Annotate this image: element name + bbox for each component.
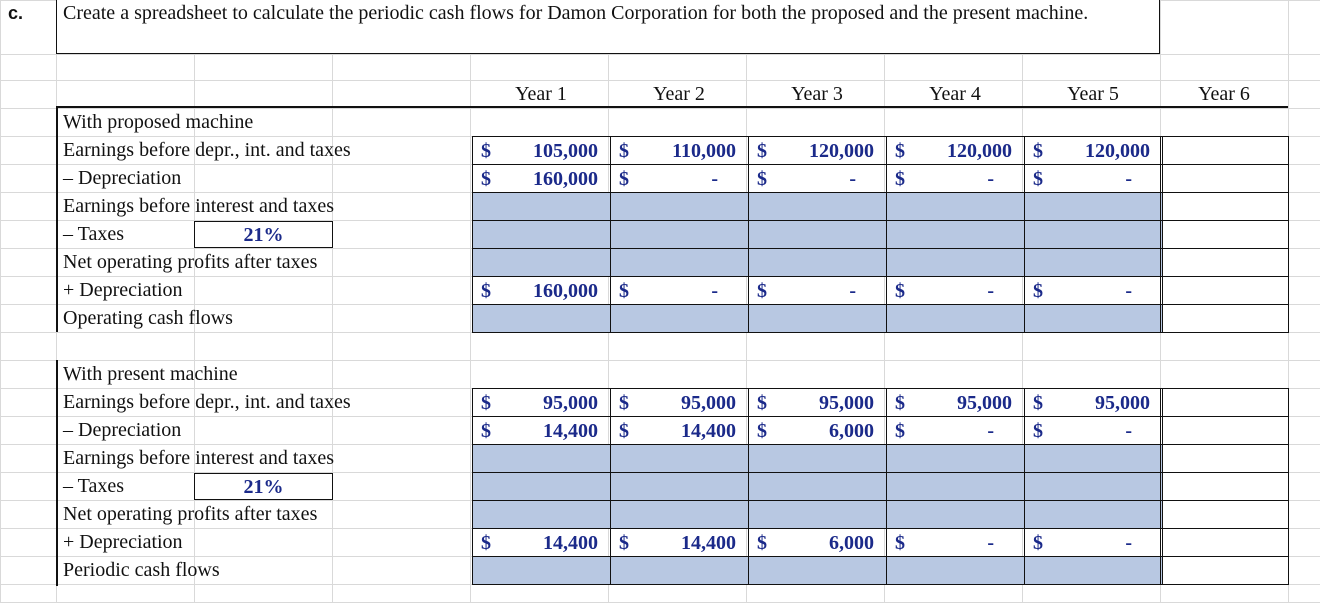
instruction-text: Create a spreadsheet to calculate the periodic cash flows for Damon Corporation for both the proposed and the present machine. bbox=[63, 2, 1089, 24]
currency-symbol: $ bbox=[619, 420, 629, 442]
proposed-cell[interactable] bbox=[886, 164, 1025, 193]
present-plus-depr-value: - bbox=[1125, 532, 1132, 554]
present-cell[interactable] bbox=[610, 416, 749, 445]
present-ebdit-value: 95,000 bbox=[957, 392, 1012, 414]
present-label-plus-depr: + Depreciation bbox=[63, 531, 183, 553]
currency-symbol: $ bbox=[757, 140, 767, 162]
proposed-cell[interactable] bbox=[610, 220, 749, 249]
proposed-cell[interactable] bbox=[886, 248, 1025, 277]
present-cell[interactable] bbox=[1160, 388, 1289, 417]
present-cell[interactable] bbox=[1024, 444, 1163, 473]
proposed-ebdit-value: 120,000 bbox=[947, 140, 1012, 162]
currency-symbol: $ bbox=[481, 532, 491, 554]
label-column-border bbox=[56, 360, 58, 586]
present-cell[interactable] bbox=[886, 444, 1025, 473]
present-depr-value: - bbox=[987, 420, 994, 442]
present-cell[interactable] bbox=[748, 416, 887, 445]
grid-column-line bbox=[470, 0, 471, 602]
proposed-plus-depr-value: - bbox=[711, 280, 718, 302]
proposed-cell[interactable] bbox=[1024, 192, 1163, 221]
currency-symbol: $ bbox=[895, 280, 905, 302]
proposed-ebdit-value: 105,000 bbox=[533, 140, 598, 162]
proposed-cell[interactable] bbox=[748, 136, 887, 165]
proposed-cell[interactable] bbox=[748, 248, 887, 277]
present-label-taxes: – Taxes bbox=[63, 475, 124, 497]
present-cell[interactable] bbox=[472, 472, 611, 501]
present-cell[interactable] bbox=[610, 472, 749, 501]
present-cell[interactable] bbox=[886, 416, 1025, 445]
proposed-cell[interactable] bbox=[1024, 304, 1163, 333]
present-cell[interactable] bbox=[1160, 416, 1289, 445]
grid-row-line bbox=[0, 54, 1320, 55]
proposed-depr-value: - bbox=[987, 168, 994, 190]
proposed-cell[interactable] bbox=[472, 304, 611, 333]
currency-symbol: $ bbox=[895, 532, 905, 554]
currency-symbol: $ bbox=[1033, 392, 1043, 414]
year-header[interactable]: Year 3 bbox=[750, 80, 884, 107]
grid-column-line bbox=[332, 0, 333, 602]
present-depr-value: 6,000 bbox=[829, 420, 874, 442]
currency-symbol: $ bbox=[481, 168, 491, 190]
proposed-cell[interactable] bbox=[1160, 276, 1289, 305]
present-ebdit-value: 95,000 bbox=[543, 392, 598, 414]
currency-symbol: $ bbox=[895, 140, 905, 162]
proposed-heading: With proposed machine bbox=[63, 111, 254, 133]
present-cell[interactable] bbox=[472, 388, 611, 417]
present-cell[interactable] bbox=[1024, 388, 1163, 417]
present-label-ebdit: Earnings before depr., int. and taxes bbox=[63, 391, 351, 413]
present-label-nopat: Net operating profits after taxes bbox=[63, 503, 318, 525]
proposed-label-nopat: Net operating profits after taxes bbox=[63, 251, 318, 273]
proposed-ebdit-value: 110,000 bbox=[672, 140, 736, 162]
proposed-plus-depr-value: - bbox=[849, 280, 856, 302]
present-cell[interactable] bbox=[886, 528, 1025, 557]
present-cell[interactable] bbox=[886, 472, 1025, 501]
proposed-tax-rate-input[interactable]: 21% bbox=[194, 221, 333, 248]
present-plus-depr-value: 14,400 bbox=[543, 532, 598, 554]
currency-symbol: $ bbox=[895, 392, 905, 414]
proposed-ebdit-value: 120,000 bbox=[1085, 140, 1150, 162]
currency-symbol: $ bbox=[757, 420, 767, 442]
proposed-label-depr: – Depreciation bbox=[63, 167, 182, 189]
present-cell[interactable] bbox=[1160, 472, 1289, 501]
proposed-cell[interactable] bbox=[472, 164, 611, 193]
present-cell[interactable] bbox=[610, 500, 749, 529]
proposed-cell[interactable] bbox=[472, 192, 611, 221]
proposed-cell[interactable] bbox=[610, 248, 749, 277]
currency-symbol: $ bbox=[757, 532, 767, 554]
present-plus-depr-value: 14,400 bbox=[681, 532, 736, 554]
present-cell[interactable] bbox=[472, 556, 611, 585]
proposed-cell[interactable] bbox=[610, 192, 749, 221]
proposed-cell[interactable] bbox=[1160, 164, 1289, 193]
present-cell[interactable] bbox=[748, 472, 887, 501]
proposed-cell[interactable] bbox=[610, 164, 749, 193]
year-header[interactable]: Year 4 bbox=[888, 80, 1022, 107]
proposed-cell[interactable] bbox=[886, 136, 1025, 165]
present-heading: With present machine bbox=[63, 363, 238, 385]
proposed-cell[interactable] bbox=[748, 304, 887, 333]
proposed-ebdit-value: 120,000 bbox=[809, 140, 874, 162]
proposed-cell[interactable] bbox=[1024, 164, 1163, 193]
currency-symbol: $ bbox=[895, 420, 905, 442]
currency-symbol: $ bbox=[757, 168, 767, 190]
present-plus-depr-value: - bbox=[987, 532, 994, 554]
present-cell[interactable] bbox=[1160, 528, 1289, 557]
currency-symbol: $ bbox=[895, 168, 905, 190]
currency-symbol: $ bbox=[619, 532, 629, 554]
present-cell[interactable] bbox=[748, 444, 887, 473]
proposed-cell[interactable] bbox=[1024, 136, 1163, 165]
currency-symbol: $ bbox=[757, 280, 767, 302]
proposed-cell[interactable] bbox=[886, 276, 1025, 305]
proposed-label-taxes: – Taxes bbox=[63, 223, 124, 245]
currency-symbol: $ bbox=[1033, 140, 1043, 162]
proposed-depr-value: - bbox=[711, 168, 718, 190]
proposed-cell[interactable] bbox=[1160, 136, 1289, 165]
present-cell[interactable] bbox=[1024, 528, 1163, 557]
currency-symbol: $ bbox=[619, 168, 629, 190]
proposed-plus-depr-value: 160,000 bbox=[533, 280, 598, 302]
proposed-cell[interactable] bbox=[610, 304, 749, 333]
proposed-cell[interactable] bbox=[472, 136, 611, 165]
proposed-cell[interactable] bbox=[886, 304, 1025, 333]
present-cell[interactable] bbox=[886, 388, 1025, 417]
proposed-depr-value: 160,000 bbox=[533, 168, 598, 190]
present-cell[interactable] bbox=[1160, 500, 1289, 529]
proposed-cell[interactable] bbox=[748, 164, 887, 193]
currency-symbol: $ bbox=[481, 140, 491, 162]
proposed-cell[interactable] bbox=[1160, 220, 1289, 249]
proposed-cell[interactable] bbox=[1024, 220, 1163, 249]
present-cell[interactable] bbox=[886, 500, 1025, 529]
present-label-depr: – Depreciation bbox=[63, 419, 182, 441]
year-header[interactable]: Year 6 bbox=[1198, 83, 1250, 105]
present-cell[interactable] bbox=[1024, 472, 1163, 501]
present-tax-rate-input[interactable]: 21% bbox=[194, 473, 333, 500]
present-cell[interactable] bbox=[472, 416, 611, 445]
present-cell[interactable] bbox=[1024, 556, 1163, 585]
present-cell[interactable] bbox=[1160, 444, 1289, 473]
currency-symbol: $ bbox=[757, 392, 767, 414]
proposed-cell[interactable] bbox=[472, 220, 611, 249]
year-header[interactable]: Year 5 bbox=[1026, 80, 1160, 107]
present-cell[interactable] bbox=[610, 388, 749, 417]
present-depr-value: - bbox=[1125, 420, 1132, 442]
proposed-label-ebdit: Earnings before depr., int. and taxes bbox=[63, 139, 351, 161]
present-cell[interactable] bbox=[1024, 416, 1163, 445]
proposed-cell[interactable] bbox=[1160, 248, 1289, 277]
proposed-label-cash: Operating cash flows bbox=[63, 307, 233, 329]
grid-column-line bbox=[0, 0, 1, 602]
currency-symbol: $ bbox=[1033, 168, 1043, 190]
proposed-cell[interactable] bbox=[748, 276, 887, 305]
currency-symbol: $ bbox=[619, 280, 629, 302]
present-plus-depr-value: 6,000 bbox=[829, 532, 874, 554]
present-cell[interactable] bbox=[472, 444, 611, 473]
proposed-cell[interactable] bbox=[472, 276, 611, 305]
currency-symbol: $ bbox=[481, 420, 491, 442]
currency-symbol: $ bbox=[1033, 532, 1043, 554]
proposed-cell[interactable] bbox=[1024, 248, 1163, 277]
proposed-cell[interactable] bbox=[610, 136, 749, 165]
present-cell[interactable] bbox=[748, 500, 887, 529]
currency-symbol: $ bbox=[1033, 280, 1043, 302]
present-ebdit-value: 95,000 bbox=[1095, 392, 1150, 414]
present-depr-value: 14,400 bbox=[543, 420, 598, 442]
proposed-cell[interactable] bbox=[1160, 192, 1289, 221]
present-cell[interactable] bbox=[748, 388, 887, 417]
year-header[interactable]: Year 2 bbox=[612, 80, 746, 107]
present-label-cash: Periodic cash flows bbox=[63, 559, 220, 581]
present-cell[interactable] bbox=[472, 528, 611, 557]
currency-symbol: $ bbox=[1033, 420, 1043, 442]
proposed-depr-value: - bbox=[1125, 168, 1132, 190]
present-cell[interactable] bbox=[610, 444, 749, 473]
present-cell[interactable] bbox=[1024, 500, 1163, 529]
proposed-cell[interactable] bbox=[748, 220, 887, 249]
proposed-cell[interactable] bbox=[886, 220, 1025, 249]
proposed-cell[interactable] bbox=[748, 192, 887, 221]
present-depr-value: 14,400 bbox=[681, 420, 736, 442]
currency-symbol: $ bbox=[619, 140, 629, 162]
year-header[interactable]: Year 1 bbox=[474, 80, 608, 107]
present-cell[interactable] bbox=[886, 556, 1025, 585]
currency-symbol: $ bbox=[481, 280, 491, 302]
proposed-cell[interactable] bbox=[1024, 276, 1163, 305]
instruction-label: c. bbox=[8, 3, 24, 23]
proposed-cell[interactable] bbox=[610, 276, 749, 305]
proposed-label-ebit: Earnings before interest and taxes bbox=[63, 195, 335, 217]
proposed-plus-depr-value: - bbox=[987, 280, 994, 302]
currency-symbol: $ bbox=[619, 392, 629, 414]
present-cell[interactable] bbox=[610, 556, 749, 585]
proposed-cell[interactable] bbox=[472, 248, 611, 277]
present-cell[interactable] bbox=[472, 500, 611, 529]
present-cell[interactable] bbox=[748, 556, 887, 585]
present-cell[interactable] bbox=[1160, 556, 1289, 585]
proposed-plus-depr-value: - bbox=[1125, 280, 1132, 302]
currency-symbol: $ bbox=[481, 392, 491, 414]
proposed-cell[interactable] bbox=[886, 192, 1025, 221]
label-column-border bbox=[56, 106, 58, 332]
proposed-depr-value: - bbox=[849, 168, 856, 190]
present-cell[interactable] bbox=[610, 528, 749, 557]
present-cell[interactable] bbox=[748, 528, 887, 557]
present-label-ebit: Earnings before interest and taxes bbox=[63, 447, 335, 469]
present-ebdit-value: 95,000 bbox=[681, 392, 736, 414]
proposed-cell[interactable] bbox=[1160, 304, 1289, 333]
proposed-label-plus-depr: + Depreciation bbox=[63, 279, 183, 301]
present-ebdit-value: 95,000 bbox=[819, 392, 874, 414]
